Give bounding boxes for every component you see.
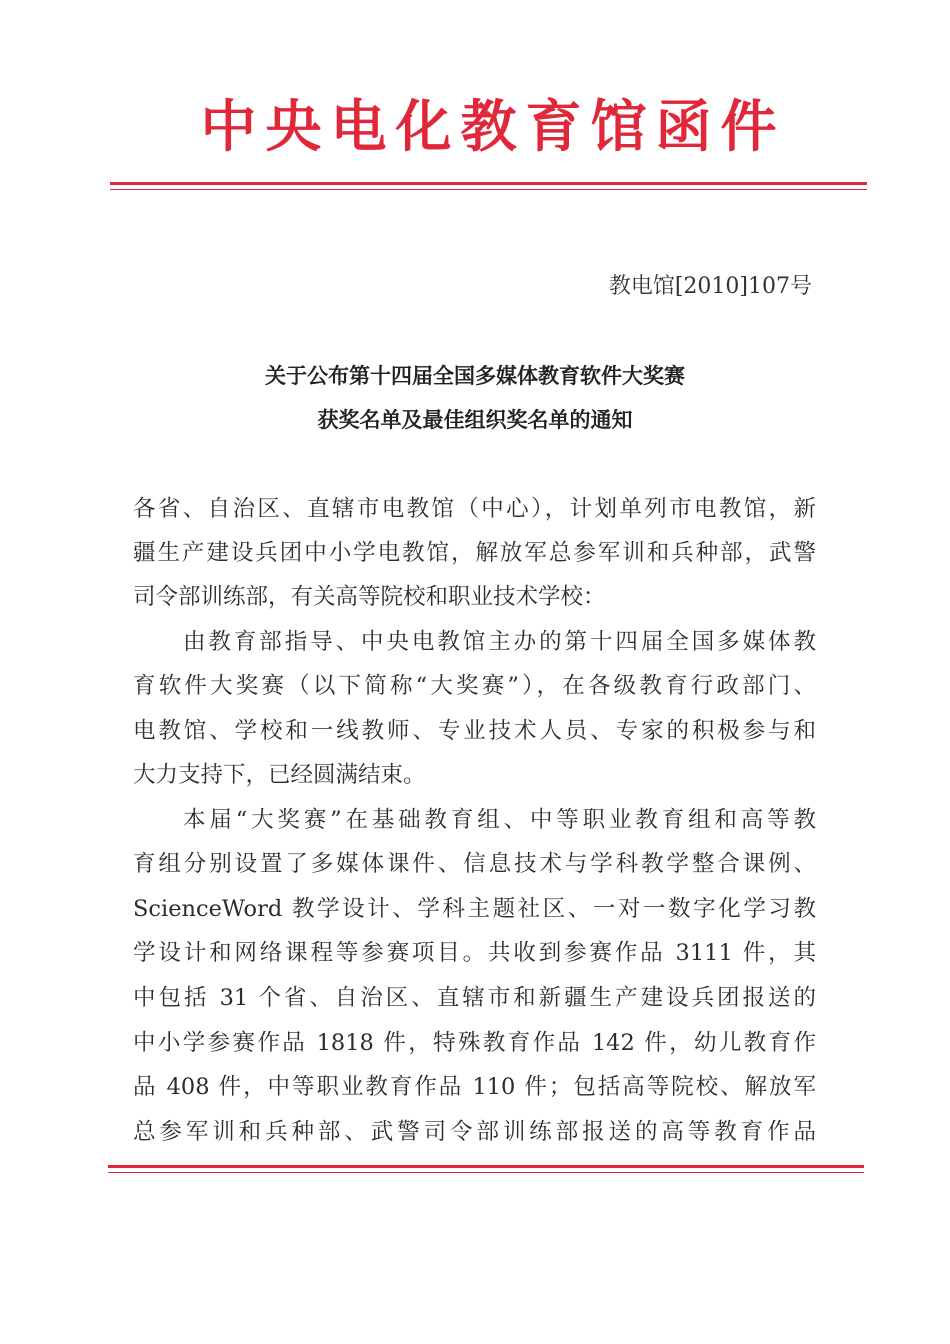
letterhead-rule-thin (110, 189, 867, 190)
body-line: 疆生产建设兵团中小学电教馆，解放军总参军训和兵种部，武警 (133, 540, 816, 566)
body-line: 育组分别设置了多媒体课件、信息技术与学科教学整合课例、 (133, 851, 816, 877)
notice-title-line-2: 获奖名单及最佳组织奖名单的通知 (317, 408, 633, 432)
body-line: 总参军训和兵种部、武警司令部训练部报送的高等教育作品 (133, 1119, 816, 1145)
notice-title-line-1: 关于公布第十四届全国多媒体教育软件大奖赛 (265, 364, 685, 388)
body-line: 育软件大奖赛（以下简称“大奖赛”），在各级教育行政部门、 (133, 673, 816, 699)
document-number: 教电馆[2010]107号 (608, 274, 812, 299)
body-line: 品 408 件，中等职业教育作品 110 件；包括高等院校、解放军 (133, 1074, 816, 1100)
body-line: 中包括 31 个省、自治区、直辖市和新疆生产建设兵团报送的 (133, 985, 816, 1011)
body-line: 各省、自治区、直辖市电教馆（中心），计划单列市电教馆，新 (133, 496, 816, 522)
body-line: 中小学参赛作品 1818 件，特殊教育作品 142 件，幼儿教育作 (133, 1030, 816, 1056)
body-line: 电教馆、学校和一线教师、专业技术人员、专家的积极参与和 (133, 718, 816, 744)
body-line: 本届“大奖赛”在基础教育组、中等职业教育组和高等教 (183, 807, 816, 833)
letterhead-rule-thick (110, 182, 867, 185)
body-line: 由教育部指导、中央电教馆主办的第十四届全国多媒体教 (183, 629, 816, 655)
footer-rule-thick (108, 1165, 864, 1168)
body-line: 司令部训练部，有关高等院校和职业技术学校： (133, 584, 606, 610)
body-line: 大力支持下，已经圆满结束。 (133, 762, 426, 788)
body-line: 学设计和网络课程等参赛项目。共收到参赛作品 3111 件，其 (133, 940, 816, 966)
footer-rule-thin (108, 1172, 864, 1173)
letterhead-title: 中央电化教育馆函件 (200, 95, 786, 160)
body-line: ScienceWord 教学设计、学科主题社区、一对一数字化学习教 (133, 896, 816, 922)
